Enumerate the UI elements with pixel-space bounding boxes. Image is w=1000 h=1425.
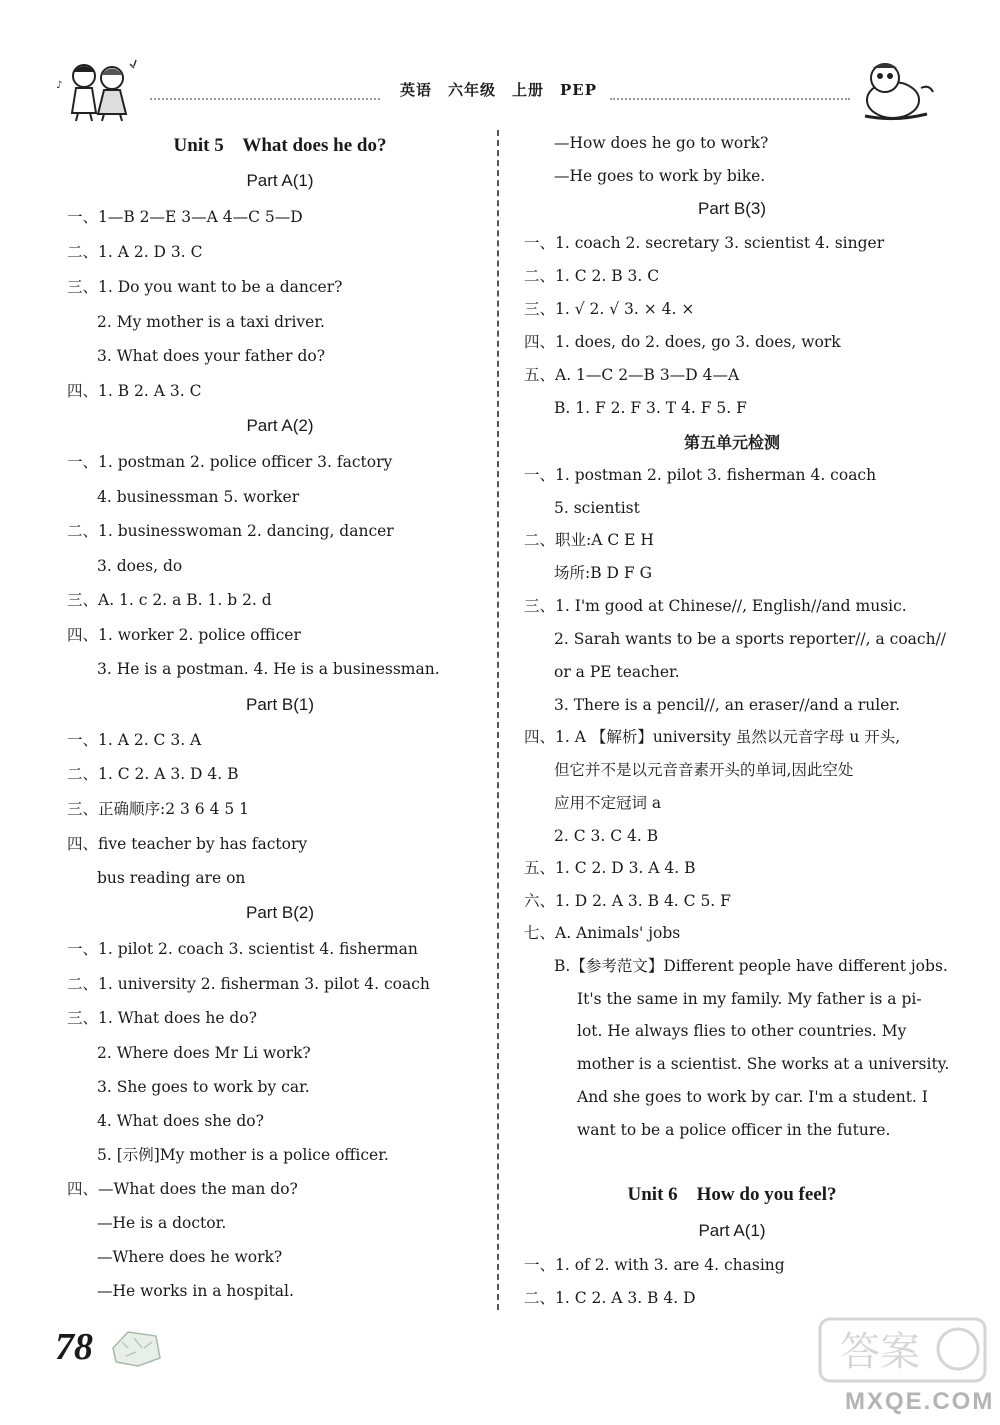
answer-line: 3. There is a pencil//, an eraser//and a ruler. <box>554 696 901 714</box>
answer-line: It's the same in my family. My father is a pi- <box>577 990 922 1008</box>
answer-line: 四、1. B 2. A 3. C <box>67 382 202 400</box>
answer-line: 四、five teacher by has factory <box>67 835 308 853</box>
answer-line: 一、1. coach 2. secretary 3. scientist 4. singer <box>524 234 885 252</box>
answer-line: 3. She goes to work by car. <box>97 1078 310 1096</box>
section-heading: 第五单元检测 <box>683 433 780 452</box>
page-number-decoration-icon <box>108 1328 163 1368</box>
part-heading: Part A(1) <box>246 171 314 190</box>
answer-line: 二、1. C 2. B 3. C <box>524 267 660 285</box>
answer-line: 3. What does your father do? <box>97 347 326 365</box>
header-dotted-rule-right <box>610 98 850 100</box>
answer-line: 四、1. worker 2. police officer <box>67 626 301 644</box>
answer-line: 4. businessman 5. worker <box>97 488 300 506</box>
answer-line: B. 1. F 2. F 3. T 4. F 5. F <box>554 399 747 417</box>
answer-line: 二、1. university 2. fisherman 3. pilot 4. coach <box>67 975 430 993</box>
answer-line: mother is a scientist. She works at a university. <box>577 1055 950 1073</box>
answer-line: 一、1. postman 2. police officer 3. factory <box>67 453 393 471</box>
answer-line: 五、A. 1—C 2—B 3—D 4—A <box>524 366 740 384</box>
answer-line: 5. [示例]My mother is a police officer. <box>97 1146 389 1164</box>
answer-line: or a PE teacher. <box>554 663 680 681</box>
answer-line: 七、A. Animals' jobs <box>524 924 681 942</box>
answer-line: bus reading are on <box>97 869 246 887</box>
answer-line: B.【参考范文】Different people have different jobs. <box>554 957 948 975</box>
part-heading: Part A(2) <box>246 416 314 435</box>
answer-line: 5. scientist <box>554 499 640 517</box>
answer-line: 二、1. A 2. D 3. C <box>67 243 203 261</box>
answer-line: 四、—What does the man do? <box>67 1180 298 1198</box>
answer-line: 2. C 3. C 4. B <box>554 827 659 845</box>
answer-line: 三、A. 1. c 2. a B. 1. b 2. d <box>67 591 272 609</box>
answer-line: 三、1. I'm good at Chinese//, English//and music. <box>524 597 907 615</box>
answer-line: 一、1. of 2. with 3. are 4. chasing <box>524 1256 785 1274</box>
answer-line: 一、1. A 2. C 3. A <box>67 731 202 749</box>
answer-line: —He is a doctor. <box>97 1214 227 1232</box>
svg-text:♪: ♪ <box>56 80 63 91</box>
answer-line: 应用不定冠词 a <box>554 794 662 812</box>
unit-title: Unit 5 What does he do? <box>173 135 387 156</box>
answer-line: 二、1. C 2. A 3. D 4. B <box>67 765 239 783</box>
penguin-mascot-icon <box>855 58 940 123</box>
answer-line: 六、1. D 2. A 3. B 4. C 5. F <box>524 892 731 910</box>
children-mascot-icon <box>52 58 147 123</box>
answer-line: 三、正确顺序:2 3 6 4 5 1 <box>67 800 250 818</box>
answer-line: 三、1. Do you want to be a dancer? <box>67 278 343 296</box>
answer-line: 二、1. businesswoman 2. dancing, dancer <box>67 522 394 540</box>
answer-line: And she goes to work by car. I'm a student. I <box>577 1088 928 1106</box>
answer-line: —How does he go to work? <box>554 134 769 152</box>
answer-line: lot. He always flies to other countries. My <box>577 1022 907 1040</box>
watermark-text: MXQE.COM <box>845 1388 995 1415</box>
column-divider <box>497 130 499 1310</box>
answer-line: 2. Where does Mr Li work? <box>97 1044 311 1062</box>
answer-line: 但它并不是以元音音素开头的单词,因此空处 <box>554 761 854 779</box>
page-number: 78 <box>55 1326 93 1368</box>
answer-line: 三、1. What does he do? <box>67 1009 257 1027</box>
answer-line: 二、1. C 2. A 3. B 4. D <box>524 1289 696 1307</box>
answer-line: 四、1. does, do 2. does, go 3. does, work <box>524 333 841 351</box>
part-heading: Part B(3) <box>697 199 767 218</box>
part-heading: Part A(1) <box>698 1221 766 1240</box>
answer-line: 五、1. C 2. D 3. A 4. B <box>524 859 696 877</box>
answer-line: want to be a police officer in the future. <box>577 1121 891 1139</box>
answer-line: 二、职业:A C E H <box>524 531 654 549</box>
answer-line: 一、1. pilot 2. coach 3. scientist 4. fisherman <box>67 940 418 958</box>
answer-line: 3. He is a postman. 4. He is a businessman. <box>97 660 440 678</box>
answer-line: 4. What does she do? <box>97 1112 264 1130</box>
answer-line: —Where does he work? <box>97 1248 283 1266</box>
part-heading: Part B(1) <box>245 695 315 714</box>
part-heading: Part B(2) <box>245 903 315 922</box>
answer-line: 3. does, do <box>97 557 183 575</box>
svg-text:答案: 答案 <box>840 1329 920 1375</box>
answer-line: 场所:B D F G <box>554 564 652 582</box>
answer-line: —He goes to work by bike. <box>554 167 766 185</box>
answer-line: 三、1. √ 2. √ 3. × 4. × <box>524 300 695 318</box>
unit-title: Unit 6 How do you feel? <box>627 1184 837 1205</box>
answer-line: 2. Sarah wants to be a sports reporter//, a coach// <box>554 630 947 648</box>
answer-line: 一、1—B 2—E 3—A 4—C 5—D <box>67 208 303 226</box>
header-dotted-rule-left <box>150 98 380 100</box>
answer-line: 四、1. A 【解析】university 虽然以元音字母 u 开头, <box>524 728 901 746</box>
answer-line: 2. My mother is a taxi driver. <box>97 313 325 331</box>
answer-line: —He works in a hospital. <box>97 1282 294 1300</box>
page-header <box>0 0 1000 120</box>
header-title: 英语 六年级 上册 PEP <box>400 81 597 99</box>
answer-line: 一、1. postman 2. pilot 3. fisherman 4. coach <box>524 466 877 484</box>
